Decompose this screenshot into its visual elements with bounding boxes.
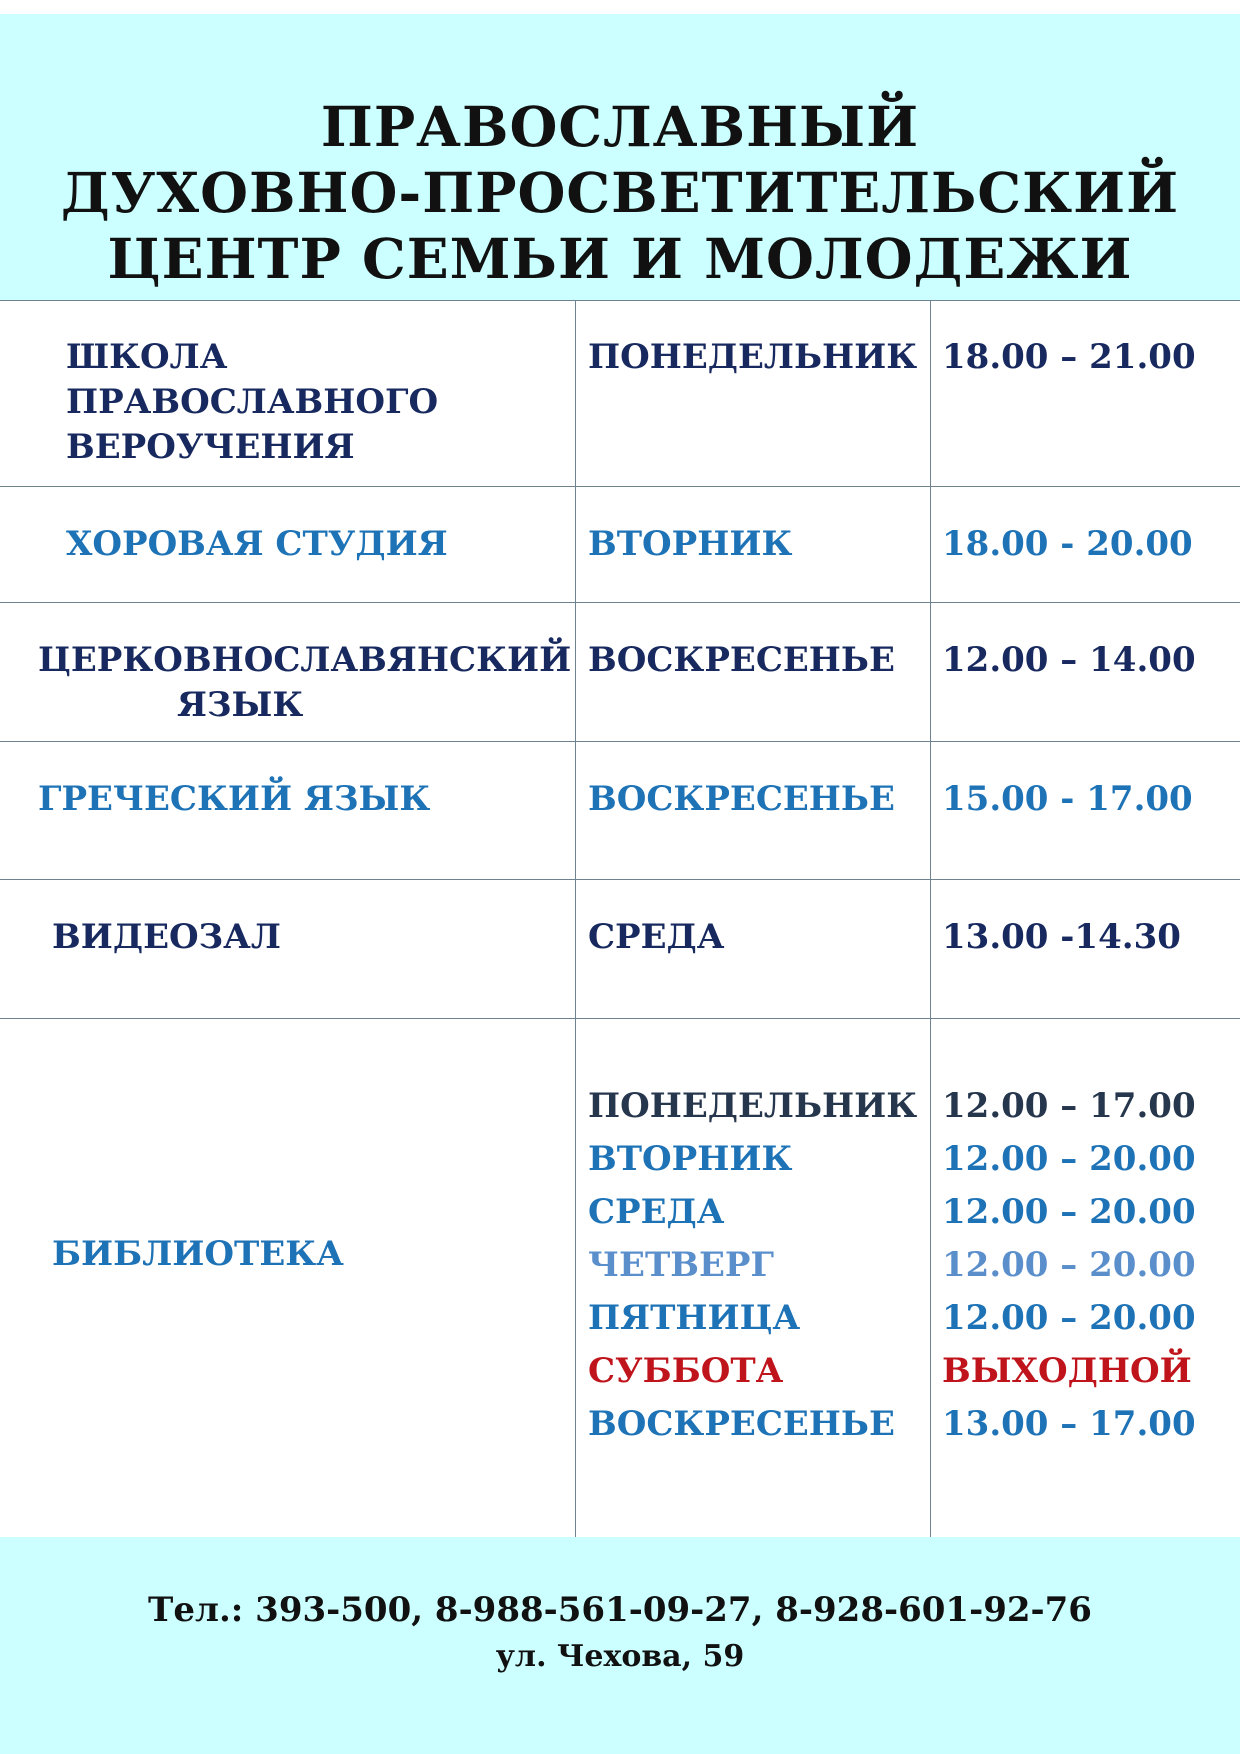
class-name-line: ПРАВОСЛАВНОГО xyxy=(66,382,439,422)
library-day: СРЕДА xyxy=(588,1192,725,1232)
class-time: 15.00 - 17.00 xyxy=(942,779,1193,819)
schedule-poster xyxy=(0,14,1240,1754)
class-time: 13.00 -14.30 xyxy=(942,917,1181,957)
library-time: 12.00 – 20.00 xyxy=(942,1139,1196,1179)
library-time: 13.00 – 17.00 xyxy=(942,1404,1196,1444)
class-time: 18.00 – 21.00 xyxy=(942,337,1196,377)
class-name-line: ШКОЛА xyxy=(66,337,228,377)
contact-address: ул. Чехова, 59 xyxy=(495,1639,745,1674)
class-day: СРЕДА xyxy=(588,917,725,957)
class-day: ВОСКРЕСЕНЬЕ xyxy=(588,779,895,819)
class-name-library: БИБЛИОТЕКА xyxy=(52,1234,344,1274)
class-name-choir-studio: ХОРОВАЯ СТУДИЯ xyxy=(66,524,448,564)
library-time: ВЫХОДНОЙ xyxy=(942,1351,1192,1391)
class-day: ВОСКРЕСЕНЬЕ xyxy=(588,640,895,680)
library-day: ПОНЕДЕЛЬНИК xyxy=(588,1086,918,1126)
title-line-2: ДУХОВНО-ПРОСВЕТИТЕЛЬСКИЙ xyxy=(60,160,1180,225)
contact-phones: Тел.: 393-500, 8-988-561-09-27, 8-928-601-92-76 xyxy=(148,1590,1092,1630)
library-time: 12.00 – 17.00 xyxy=(942,1086,1196,1126)
row-divider xyxy=(0,879,1240,880)
library-day: СУББОТА xyxy=(588,1351,784,1391)
row-divider xyxy=(0,741,1240,742)
title-line-1: ПРАВОСЛАВНЫЙ xyxy=(320,94,920,159)
class-name-line: ЯЗЫК xyxy=(177,685,304,725)
class-name-church-slavonic xyxy=(38,638,571,728)
footer-contacts xyxy=(0,1537,1240,1754)
header-banner xyxy=(0,14,1240,301)
library-day: ПЯТНИЦА xyxy=(588,1298,801,1338)
row-divider xyxy=(0,602,1240,603)
class-day: ВТОРНИК xyxy=(588,524,793,564)
library-time: 12.00 – 20.00 xyxy=(942,1298,1196,1338)
title-line-3: ЦЕНТР СЕМЬИ И МОЛОДЕЖИ xyxy=(107,226,1133,291)
library-times xyxy=(942,1080,1196,1451)
library-day: ЧЕТВЕРГ xyxy=(588,1245,774,1285)
library-day: ВТОРНИК xyxy=(588,1139,793,1179)
row-divider xyxy=(0,486,1240,487)
class-time: 12.00 – 14.00 xyxy=(942,640,1196,680)
row-divider xyxy=(0,1018,1240,1019)
class-name-video-hall: ВИДЕОЗАЛ xyxy=(52,917,281,957)
library-time: 12.00 – 20.00 xyxy=(942,1245,1196,1285)
schedule-table xyxy=(0,301,1240,1537)
class-name-orthodox-school xyxy=(66,335,438,470)
library-day: ВОСКРЕСЕНЬЕ xyxy=(588,1404,895,1444)
class-name-line: ВЕРОУЧЕНИЯ xyxy=(66,427,355,467)
library-days xyxy=(588,1080,917,1451)
library-time: 12.00 – 20.00 xyxy=(942,1192,1196,1232)
class-name-line: ЦЕРКОВНОСЛАВЯНСКИЙ xyxy=(38,640,572,680)
class-day: ПОНЕДЕЛЬНИК xyxy=(588,337,918,377)
class-name-greek: ГРЕЧЕСКИЙ ЯЗЫК xyxy=(38,779,431,819)
class-time: 18.00 - 20.00 xyxy=(942,524,1193,564)
